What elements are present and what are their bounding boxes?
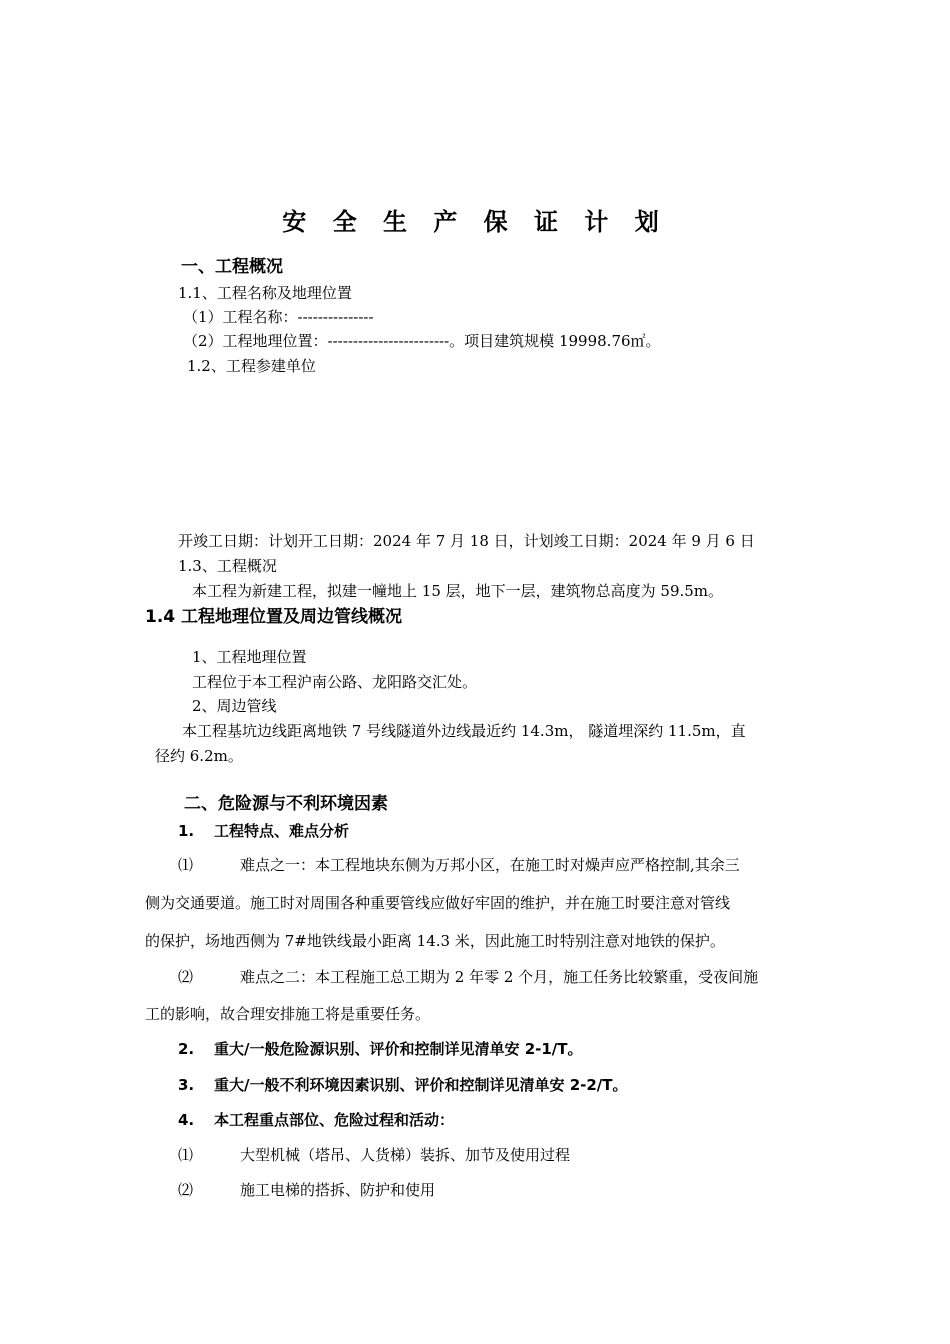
- difficulty-2-number: ⑵: [178, 968, 194, 986]
- point-3-title: 重大/一般不利环境因素识别、评价和控制详见清单安 2-2/T。: [214, 1076, 628, 1094]
- point-4: [178, 1111, 454, 1129]
- pipelines-text-line-2: 径约 6.2m。: [155, 747, 243, 765]
- point-1-number: 1.: [178, 822, 195, 840]
- point-4-title: 本工程重点部位、危险过程和活动：: [214, 1111, 455, 1129]
- point-4-number: 4.: [178, 1111, 195, 1129]
- activity-1-number: ⑴: [178, 1146, 194, 1164]
- pipelines-label: 2、周边管线: [192, 697, 277, 715]
- project-location-line: （2）工程地理位置：------------------------。项目建筑规模 19998.76㎡。: [183, 332, 661, 350]
- location-text: 工程位于本工程沪南公路、龙阳路交汇处。: [192, 673, 478, 691]
- difficulty-1-line-2: 侧为交通要道。施工时对周围各种重要管线应做好牢固的维护，并在施工时要注意对管线: [145, 894, 731, 912]
- subsection-1-4: 1.4 工程地理位置及周边管线概况: [145, 607, 403, 627]
- section-2-heading: 二、危险源与不利环境因素: [184, 794, 388, 814]
- point-2: [178, 1040, 583, 1058]
- difficulty-1-line-3: 的保护，场地西侧为 7#地铁线最小距离 14.3 米，因此施工时特别注意对地铁的保护。: [145, 932, 725, 950]
- difficulty-2-text: 难点之二：本工程施工总工期为 2 年零 2 个月，施工任务比较繁重，受夜间施: [240, 968, 759, 986]
- subsection-1-3: 1.3、工程概况: [178, 557, 277, 575]
- point-3: [178, 1076, 628, 1094]
- difficulty-1-number: ⑴: [178, 856, 194, 874]
- point-1-title: 工程特点、难点分析: [214, 822, 350, 840]
- pipelines-text-line-1: 本工程基坑边线距离地铁 7 号线隧道外边线最近约 14.3m， 隧道埋深约 11.5m，直: [182, 722, 746, 740]
- point-3-number: 3.: [178, 1076, 195, 1094]
- difficulty-2-line-1: [178, 968, 758, 986]
- project-name-line: （1）工程名称：---------------: [183, 308, 374, 326]
- difficulty-2-line-2: 工的影响，故合理安排施工将是重要任务。: [145, 1005, 431, 1023]
- point-1: [178, 822, 349, 840]
- document-title: 安 全 生 产 保 证 计 划: [282, 208, 668, 236]
- section-1-heading: 一、工程概况: [181, 257, 283, 277]
- subsection-1-1: 1.1、工程名称及地理位置: [178, 284, 352, 302]
- difficulty-1-text: 难点之一：本工程地块东侧为万邦小区，在施工时对燥声应严格控制,其余三: [240, 856, 740, 874]
- difficulty-1-line-1: [178, 856, 740, 874]
- activity-1-text: 大型机械（塔吊、人货梯）装拆、加节及使用过程: [240, 1146, 571, 1164]
- point-2-title: 重大/一般危险源识别、评价和控制详见清单安 2-1/T。: [214, 1040, 583, 1058]
- overview-text: 本工程为新建工程，拟建一幢地上 15 层，地下一层，建筑物总高度为 59.5m。: [192, 582, 724, 600]
- activity-2: [178, 1181, 435, 1199]
- activity-1: [178, 1146, 570, 1164]
- point-2-number: 2.: [178, 1040, 195, 1058]
- schedule-dates: 开竣工日期：计划开工日期：2024 年 7 月 18 日，计划竣工日期：2024 年 9 月 6 日: [178, 532, 755, 550]
- activity-2-text: 施工电梯的搭拆、防护和使用: [240, 1181, 436, 1199]
- activity-2-number: ⑵: [178, 1181, 194, 1199]
- subsection-1-2: 1.2、工程参建单位: [187, 357, 316, 375]
- location-label: 1、工程地理位置: [192, 648, 307, 666]
